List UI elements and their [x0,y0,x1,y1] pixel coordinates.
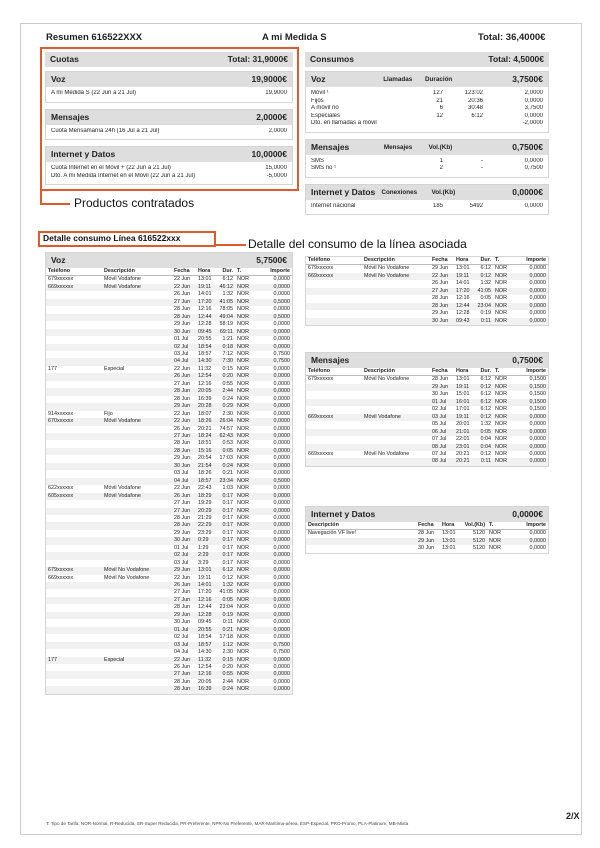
table-row: 177 Especial 22 Jun 11:32 0:15 NOR 0,0000 [48,365,290,372]
table-row: 28 Jun 16:39 0:24 NOR 0,0000 [174,395,290,402]
table-row: 30 Jun 09:45 0:11 NOR 0,0000 [174,619,290,626]
callout-line [216,244,246,246]
consumos-mensajes-section [305,139,549,178]
detalle-voz-cont-table: Teléfono Descripción Fecha Hora Dur. T. Importe 679xxxxxx Móvil No Vodafone 29 Jun 13:01 6:12 NOR 0,0000 669xxxxxx Móvil No Vodafone 22 Jun 19:11 0:12 NOR 0,0000 26 Jun 14:01 1:32 NOR 0,0000 27 Jun 17:20 41:05 NOR 0,0000 28 Jun 12:16 0:05 NOR 0,0000 28 Jun 12:44 23:04 NOR 0,0000 29 Jun 12:28 0:19 NOR 0,0000 30 Jun 09:43 0:11 NOR 0,0000 [308,257,546,324]
table-row: 02 Jul 18:54 17:18 NOR 0,0000 [174,634,290,641]
table-row: 27 Jun 12:16 0:55 NOR 0,0000 [174,380,290,387]
table-row: Navegación VF live! 28 Jun 13:01 5120 NOR 0,0000 [308,530,546,537]
consumos-total: Total: 4,5000€ [488,54,544,64]
table-row: 03 Jul 18:26 0:21 NOR 0,0000 [174,470,290,477]
detalle-internet-table: Descripción Fecha Hora Vol.(Kb) T. Importe Navegación VF live! 28 Jun 13:01 5120 NOR 0,0000 29 Jun 13:01 5120 NOR 0,0000 30 Jun 13:01 5120 NOR 0,0000 [308,522,546,552]
cuotas-mensajes-label: Mensajes [51,111,90,122]
page-number: 2/X [566,811,580,821]
table-row: 28 Jun 12:44 49:04 NOR 0,5000 [46,314,292,321]
table-row: 08 Jul 23:01 0:04 NOR 0,0000 [306,444,548,451]
table-row: 29 Jun 19:11 0:12 NOR 0,1500 [306,384,548,391]
consumos-internet-col2: Vol.(Kb) [431,188,456,196]
summary-total: Total: 36,4000€ [478,32,546,43]
detalle-voz-table: Teléfono Descripción Fecha Hora Dur. T. Importe 679xxxxxx Móvil Vodafone 22 Jun 13:01 6:12 NOR 0,0000 669xxxxxx Móvil Vodafone 22 Jun 19:11 46:12 NOR 0,0000 26 Jun 14:01 1:32 NOR 0,0000 27 Jun 17:20 41:05 NOR 0,5000 28 Jun 12:16 78:05 NOR 0,0000 28 Jun 12:44 49:04 NOR 0,5000 29 Jun 12:28 58:19 NOR 0,0000 30 Jun 09:45 69:11 NOR 0,0000 01 Jul 20:55 1:21 NOR 0,0000 02 Jul 18:54 0:18 NOR 0,0000 03 Jul 18:57 7:12 NOR 0,7500 04 Jul 14:30 7:30 NOR 0,7500 177 Especial 22 Jun 11:32 0:15 NOR 0,0000 26 Jun 12:54 0:20 NOR 0,0000 27 Jun 12:16 0:55 NOR 0,0000 28 Jun 20:05 2:44 NOR 0,0000 28 Jun 16:39 0:24 NOR 0,0000 29 Jun 20:28 0:29 NOR 0,0000 914xxxxxx Fijo 22 Jun 18:07 2:30 NOR 0,0000 670xxxxxx Móvil Vodafone 22 Jun 18:26 26:04 NOR 0,0000 26 Jun 20:21 74:57 NOR 0,0000 27 Jun 18:24 62:43 NOR 0,0000 28 Jun 18:51 0:53 NOR 0,0000 28 Jun 15:16 0:05 NOR 0,0000 29 Jun 20:54 17:03 NOR 0,0000 30 Jun 21:54 0:24 NOR 0,0000 03 Jul 18:26 0:21 NOR 0,0000 04 Jul 18:57 23:34 NOR 0,5000 622xxxxxx Móvil Vodafone 22 Jun 22:43 1:03 NOR 0,0000 605xxxxxx Móvil Vodafone 26 Jun 18:29 0:17 NOR 0,0000 27 Jun 19:29 0:17 NOR 0,0000 27 Jun 20:29 0:17 NOR 0,0000 28 Jun 21:29 0:17 NOR 0,0000 28 Jun 22:29 0:17 NOR 0,0000 29 Jun 23:29 0:17 NOR 0,0000 30 Jun 0:29 0:17 NOR 0,0000 01 Jul 1:29 0:17 NOR 0,0000 02 Jul 2:29 0:17 NOR 0,0000 03 Jul 3:29 0:17 NOR 0,0000 679xxxxxx Móvil No Vodafone 29 Jun 13:01 6:12 NOR 0,0000 669xxxxxx Móvil No Vodafone 22 Jun 19:11 0:12 NOR 0,0000 26 Jun 14:01 1:32 NOR 0,0000 27 Jun 17:20 41:05 NOR 0,0000 27 Jun 12:16 0:05 NOR 0,0000 28 Jun 12:44 23:04 NOR 0,0000 29 Jun 12:28 0:19 NOR 0,0000 30 Jun 09:45 0:11 NOR 0,0000 01 Jul 20:55 0:21 NOR 0,0000 02 Jul 18:54 17:18 NOR 0,0000 03 Jul 18:57 1:12 NOR 0,7500 04 Jul 14:30 2:30 NOR 0,7500 177 Especial 22 Jun 11:32 0:15 NOR 0,0000 26 Jun 12:54 0:20 NOR 0,0000 27 Jun 12:16 0:55 NOR 0,0000 28 Jun 20:05 2:44 NOR 0,0000 28 Jun 16:39 0:24 NOR 0,0000 [48,268,290,693]
table-row: 28 Jun 22:29 0:17 NOR 0,0000 [46,522,292,529]
table-row: 679xxxxxx Móvil No Vodafone 28 Jun 13:01 6:12 NOR 0,1500 [308,376,546,383]
detalle-internet-panel [305,506,549,554]
table-row: 26 Jun 14:01 1:32 NOR 0,0000 [46,582,292,589]
table-row: 04 Jul 14:30 7:30 NOR 0,7500 [46,358,292,365]
table-row: 29 Jun 13:01 5120 NOR 0,0000 [306,538,548,545]
table-row: 30 Jun 15:01 6:12 NOR 0,1500 [432,391,546,398]
table-row: 28 Jun 15:16 0:05 NOR 0,0000 [46,448,292,455]
table-row: 28 Jun 12:16 0:05 NOR 0,0000 [432,295,546,302]
table-row: 27 Jun 18:24 62:43 NOR 0,0000 [46,433,292,440]
table-row: 669xxxxxx Móvil No Vodafone 07 Jul 20:21 0:12 NOR 0,0000 [308,450,546,457]
table-row: 27 Jun 19:29 0:17 NOR 0,0000 [174,500,290,507]
table-row: 26 Jun 20:21 74:57 NOR 0,0000 [174,425,290,432]
table-row: 01 Jul 20:55 0:21 NOR 0,0000 [46,627,292,634]
table-row: 28 Jun 21:29 0:17 NOR 0,0000 [174,514,290,521]
cuotas-voz-label: Voz [51,74,66,84]
line-item: A móvil no 6 30:48 3,7500 [311,105,543,111]
table-row: 669xxxxxx Móvil No Vodafone 22 Jun 19:11 0:12 NOR 0,0000 [308,272,546,279]
cuotas-internet-amount: 10,0000€ [251,149,287,159]
table-row: 29 Jun 12:28 58:19 NOR 0,0000 [174,321,290,328]
line-item: Dto. A mi Medida Internet en el Móvil (22 Jun a 21 Jul) -5,0000 [51,172,287,179]
line-item: Internet nacional 185 5492 0,0000 [311,202,543,209]
line-item: Dto. en llamadas a móvil -2,0000 [311,120,543,126]
table-row: 03 Jul 3:29 0:17 NOR 0,0000 [174,559,290,566]
table-row: 670xxxxxx Móvil Vodafone 22 Jun 18:26 26:04 NOR 0,0000 [48,418,290,425]
cuotas-title: Cuotas [50,54,79,64]
tariff-legend: T: Tipo de Tarifa: NOR-Normal, R-Reducida, SR-Super Reducida, PR-Preferente, NPR-No Preferente, MAR-Marítima-aérea, ESP-Especial, PRO-Promo, PLA-Platinum, MB-Mixta [46,821,409,826]
table-row: 27 Jun 17:20 41:05 NOR 0,0000 [306,288,548,295]
detalle-mensajes-panel [305,352,549,467]
consumos-internet-section [305,184,549,216]
table-row: 26 Jun 12:54 0:20 NOR 0,0000 [46,373,292,380]
table-row: 01 Jul 16:01 6:12 NOR 0,1500 [306,399,548,406]
table-row: 08 Jul 20:21 0:11 NOR 0,0000 [306,458,548,465]
line-item: SMS no ¹ 2 - 0,7500 [311,165,543,171]
consumos-voz-col1: Llamadas [383,76,413,83]
table-row: 27 Jun 17:20 41:05 NOR 0,0000 [174,589,290,596]
consumos-panel [305,52,549,221]
table-row: 30 Jun 13:01 5120 NOR 0,0000 [418,545,546,552]
table-row: 02 Jul 17:01 6:12 NOR 0,1500 [432,406,546,413]
detalle-voz-cont-panel [305,256,549,326]
consumos-internet-label: Internet y Datos [311,186,376,197]
detalle-mensajes-table: Teléfono Descripción Fecha Hora Dur. T. Importe 679xxxxxx Móvil No Vodafone 28 Jun 13:01 6:12 NOR 0,1500 29 Jun 19:11 0:12 NOR 0,1500 30 Jun 15:01 6:12 NOR 0,1500 01 Jul 16:01 6:12 NOR 0,1500 02 Jul 17:01 6:12 NOR 0,1500 669xxxxxx Móvil Vodafone 03 Jul 19:11 0:12 NOR 0,0000 05 Jul 20:01 1:32 NOR 0,0000 06 Jul 21:01 0:05 NOR 0,0000 07 Jul 22:01 0:04 NOR 0,0000 08 Jul 23:01 0:04 NOR 0,0000 669xxxxxx Móvil No Vodafone 07 Jul 20:21 0:12 NOR 0,0000 08 Jul 20:21 0:11 NOR 0,0000 [308,368,546,465]
table-row: 605xxxxxx Móvil Vodafone 26 Jun 18:29 0:17 NOR 0,0000 [48,492,290,499]
consumos-voz-amount: 3,7500€ [512,74,543,84]
line-item: SMS 1 - 0,0000 [311,157,543,164]
detalle-callout: Detalle del consumo de la línea asociada [248,237,467,251]
detalle-line-title: Detalle consumo Línea 616522xxx [43,233,181,243]
table-row: 30 Jun 0:29 0:17 NOR 0,0000 [46,537,292,544]
summary-title: Resumen 616522XXX [46,32,143,43]
table-row: 669xxxxxx Móvil Vodafone 03 Jul 19:11 0:12 NOR 0,0000 [308,413,546,420]
line-item: Especiales 12 6:12 0,0000 [311,112,543,119]
table-row: 29 Jun 20:28 0:29 NOR 0,0000 [46,403,292,410]
table-row: 28 Jun 12:44 23:04 NOR 0,0000 [306,303,548,310]
table-row: 27 Jun 12:16 0:55 NOR 0,0000 [46,671,292,678]
cuotas-mensajes-amount: 2,0000€ [256,111,287,122]
productos-callout: Productos contratados [74,196,195,210]
table-row: 669xxxxxx Móvil No Vodafone 22 Jun 19:11 0:12 NOR 0,0000 [48,574,290,581]
detalle-voz-panel [45,252,293,695]
table-row: 26 Jun 14:01 1:32 NOR 0,0000 [432,280,546,287]
table-row: 29 Jun 12:28 0:19 NOR 0,0000 [46,612,292,619]
table-row: 05 Jul 20:01 1:32 NOR 0,0000 [432,421,546,428]
table-row: 622xxxxxx Móvil Vodafone 22 Jun 22:43 1:03 NOR 0,0000 [48,485,290,492]
table-row: 29 Jun 20:54 17:03 NOR 0,0000 [174,455,290,462]
table-row: 06 Jul 21:01 0:05 NOR 0,0000 [306,429,548,436]
table-row: 679xxxxxx Móvil No Vodafone 29 Jun 13:01 6:12 NOR 0,0000 [308,265,546,272]
detalle-mensajes-label: Mensajes [311,355,350,365]
detalle-internet-label: Internet y Datos [311,509,376,519]
consumos-mensajes-amount: 0,7500€ [512,141,543,152]
line-item: Fijos 21 20:36 0,0000 [311,97,543,104]
consumos-title: Consumos [310,54,354,64]
cuotas-voz-amount: 19,9000€ [251,74,287,84]
table-row: 27 Jun 17:20 41:05 NOR 0,5000 [46,299,292,306]
consumos-mensajes-col1: Mensajes [383,143,413,151]
consumos-voz-col2: Duración [424,76,453,83]
table-row: 27 Jun 12:16 0:05 NOR 0,0000 [46,597,292,604]
table-row: 02 Jul 2:29 0:17 NOR 0,0000 [46,552,292,559]
table-row: 01 Jul 20:55 1:21 NOR 0,0000 [174,336,290,343]
table-row: 29 Jun 12:28 0:19 NOR 0,0000 [432,310,546,317]
consumos-mensajes-col2: Vol.(Kb) [428,143,453,151]
detalle-voz-label: Voz [51,255,66,265]
table-row: 30 Jun 09:43 0:11 NOR 0,0000 [306,318,548,325]
callout-line [40,203,70,205]
table-row: 26 Jun 12:54 0:20 NOR 0,0000 [174,664,290,671]
table-row: 28 Jun 18:51 0:53 NOR 0,0000 [174,440,290,447]
productos-highlight [40,47,299,191]
table-row: 30 Jun 09:45 69:11 NOR 0,0000 [46,329,292,336]
line-item: Cuota Mensamanía 24h (16 Jul a 21 Jul) 2,0000 [51,127,287,134]
table-row: 01 Jul 1:29 0:17 NOR 0,0000 [174,544,290,551]
detalle-internet-amount: 0,0000€ [512,509,543,519]
table-row: 03 Jul 18:57 7:12 NOR 0,7500 [174,350,290,357]
table-row: 03 Jul 18:57 1:12 NOR 0,7500 [46,642,292,649]
line-item: Cuota Internet en el Móvil + (22 Jun a 21 Jul) 15,0000 [51,165,287,171]
table-row: 669xxxxxx Móvil Vodafone 22 Jun 19:11 46:12 NOR 0,0000 [48,283,290,290]
line-item: Móvil ¹ 127 123:02 2,0000 [311,90,543,96]
table-row: 04 Jul 18:57 23:34 NOR 0,5000 [46,478,292,485]
table-row: 07 Jul 22:01 0:04 NOR 0,0000 [432,436,546,443]
detalle-mensajes-amount: 0,7500€ [512,355,543,365]
table-row: 27 Jun 20:29 0:17 NOR 0,0000 [46,508,292,515]
table-row: 26 Jun 14:01 1:32 NOR 0,0000 [174,291,290,298]
table-row: 177 Especial 22 Jun 11:32 0:15 NOR 0,0000 [48,656,290,663]
line-item: A mi Medida S (22 Jun a 21 Jul) 19,9000 [51,90,287,96]
consumos-voz-section [305,71,549,133]
cuotas-total: Total: 31,9000€ [227,54,288,64]
table-row: 28 Jun 12:44 23:04 NOR 0,0000 [174,604,290,611]
table-row: 04 Jul 14:30 2:30 NOR 0,7500 [174,649,290,656]
detalle-voz-amount: 5,7500€ [256,255,287,265]
plan-name: A mi Medida S [262,32,327,43]
table-row: 30 Jun 21:54 0:24 NOR 0,0000 [46,463,292,470]
table-row: 28 Jun 12:16 78:05 NOR 0,0000 [174,306,290,313]
table-row: 914xxxxxx Fijo 22 Jun 18:07 2:30 NOR 0,0000 [48,410,290,417]
consumos-voz-label: Voz [311,74,326,84]
consumos-internet-amount: 0,0000€ [512,186,543,197]
callout-line [40,189,42,204]
cuotas-internet-label: Internet y Datos [51,149,116,159]
table-row: 28 Jun 20:05 2:44 NOR 0,0000 [174,678,290,685]
table-row: 02 Jul 18:54 0:18 NOR 0,0000 [46,344,292,351]
table-row: 679xxxxxx Móvil Vodafone 22 Jun 13:01 6:12 NOR 0,0000 [48,276,290,283]
table-row: 28 Jun 16:39 0:24 NOR 0,0000 [46,686,292,693]
table-row: 28 Jun 20:05 2:44 NOR 0,0000 [46,388,292,395]
consumos-internet-col1: Conexiones [381,188,418,196]
table-row: 679xxxxxx Móvil No Vodafone 29 Jun 13:01 6:12 NOR 0,0000 [48,567,290,574]
table-row: 29 Jun 23:29 0:17 NOR 0,0000 [174,529,290,536]
consumos-mensajes-label: Mensajes [311,141,350,152]
